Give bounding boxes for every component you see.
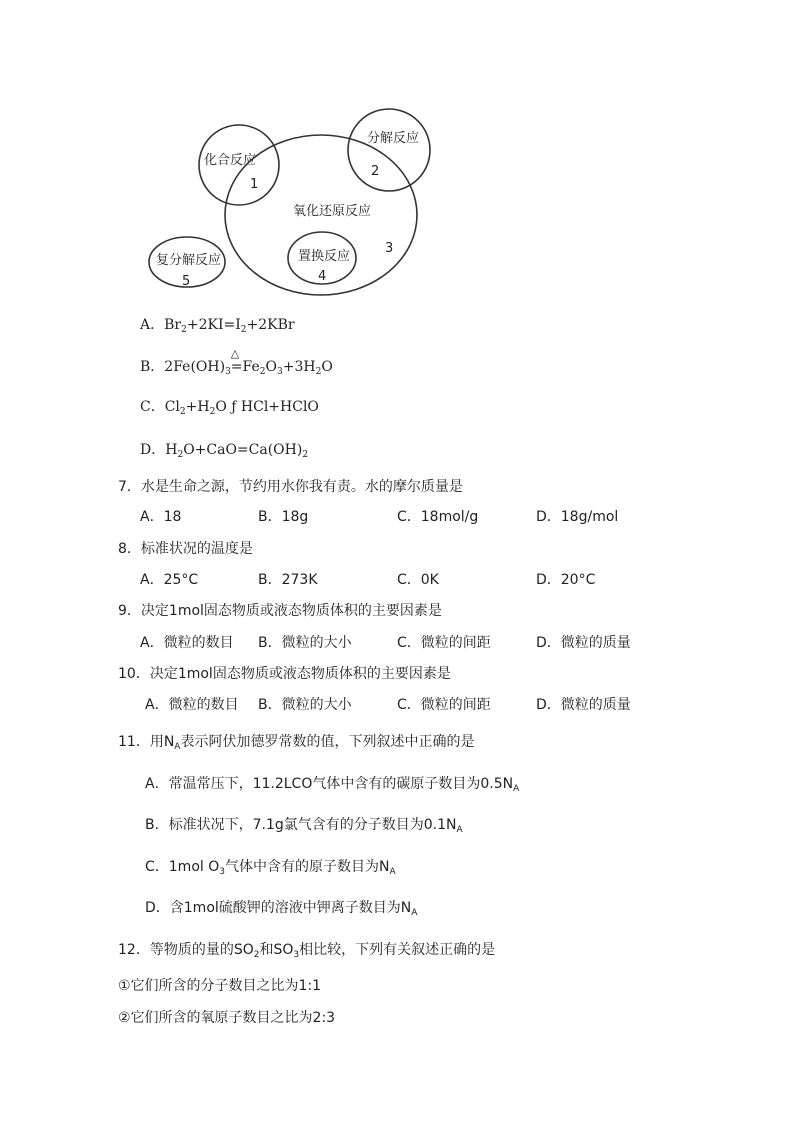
- label-5: 5: [182, 274, 191, 289]
- q9-option-a: A．微粒的数目: [140, 635, 234, 651]
- label-double-decomposition: 复分解反应: [156, 253, 222, 268]
- q8-option-d: D．20°C: [536, 572, 596, 588]
- q7-option-a: A．18: [140, 509, 182, 525]
- label-decomposition: 分解反应: [367, 131, 420, 146]
- q7-option-c: C．18mol/g: [397, 509, 479, 525]
- option-label: A．: [140, 317, 165, 333]
- q12-statement-1: ①它们所含的分子数目之比为1:1: [118, 978, 322, 994]
- heat-condition: △: [230, 347, 240, 360]
- label-4: 4: [318, 269, 327, 284]
- q11-option-d: D．含1mol硫酸钾的溶液中钾离子数目为$N_A$: [145, 900, 418, 918]
- label-displacement: 置换反应: [298, 249, 351, 264]
- q11-option-c: C．1mol $O_3$气体中含有的原子数目为$N_A$: [145, 859, 396, 877]
- q11-option-a: A．常温常压下，11.2LCO气体中含有的碳原子数目为$0.5N_A$: [145, 776, 520, 794]
- q8-option-b: B．273K: [258, 572, 318, 588]
- q9-option-d: D．微粒的质量: [536, 635, 631, 651]
- q6-option-c: C．$Cl_2+H_2O$ ƒ HCl+HClO: [140, 399, 319, 417]
- label-2: 2: [371, 164, 380, 179]
- label-combination: 化合反应: [204, 153, 257, 168]
- label-1: 1: [250, 177, 259, 192]
- q11-stem: 11．用$N_A$表示阿伏加德罗常数的值，下列叙述中正确的是: [118, 734, 475, 752]
- q9-option-c: C．微粒的间距: [397, 635, 491, 651]
- q12-stem: 12．等物质的量的$SO_2$和$SO_3$相比较，下列有关叙述正确的是: [118, 942, 496, 960]
- q9-stem: 9．决定1mol固态物质或液态物质体积的主要因素是: [118, 603, 442, 619]
- option-label: D．: [140, 442, 166, 458]
- q10-option-b: B．微粒的大小: [258, 697, 352, 713]
- q10-option-c: C．微粒的间距: [397, 697, 491, 713]
- q6-option-b: B．$2Fe(OH)_3$ △ $=Fe_2O_3+3H_2O$: [140, 347, 333, 377]
- q6-option-a: A．$Br_2+2KI=I_2+2KBr$: [140, 317, 295, 335]
- q7-option-b: B．18g: [258, 509, 309, 525]
- q8-option-c: C．0K: [397, 572, 439, 588]
- q12-statement-2: ②它们所含的氧原子数目之比为2:3: [118, 1010, 336, 1026]
- q8-stem: 8．标准状况的温度是: [118, 541, 253, 557]
- q7-option-d: D．18g/mol: [536, 509, 619, 525]
- q10-stem: 10．决定1mol固态物质或液态物质体积的主要因素是: [118, 666, 451, 682]
- q6-option-d: D．$H_2O+CaO=Ca(OH)_2$: [140, 442, 309, 460]
- q8-option-a: A．25°C: [140, 572, 199, 588]
- label-3: 3: [385, 241, 394, 256]
- q9-option-b: B．微粒的大小: [258, 635, 352, 651]
- option-label: C．: [140, 399, 165, 415]
- label-redox: 氧化还原反应: [293, 204, 372, 219]
- option-label: B．: [140, 359, 165, 375]
- q11-option-b: B．标准状况下，7.1g氯气含有的分子数目为$0.1N_A$: [145, 817, 463, 835]
- decomposition-circle: [348, 109, 430, 191]
- q7-stem: 7．水是生命之源，节约用水你我有责。水的摩尔质量是: [118, 479, 463, 495]
- q10-option-a: A．微粒的数目: [145, 697, 239, 713]
- reaction-type-diagram: [140, 100, 440, 300]
- q10-option-d: D．微粒的质量: [536, 697, 631, 713]
